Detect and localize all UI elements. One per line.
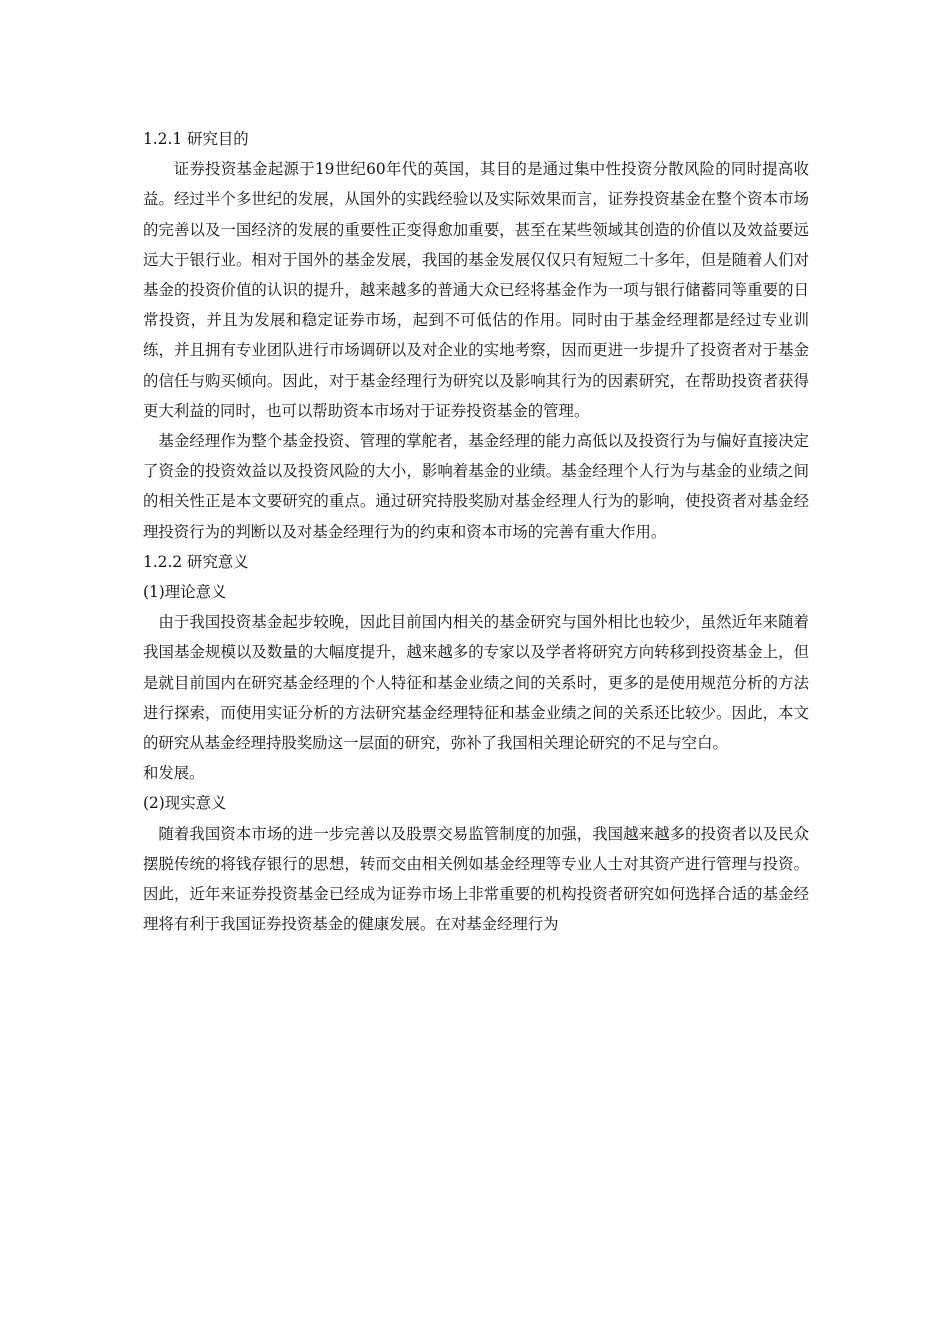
section-heading-research-significance: 1.2.2 研究意义 [143,552,249,571]
paragraph-fund-origin: 证券投资基金起源于19世纪60年代的英国，其目的是通过集中性投资分散风险的同时提高收益。经过半个多世纪的发展，从国外的实践经验以及实际效果而言，证券投资基金在整个资本市场的完善以及一国经济的发展的重要性正变得愈加重要，甚至在某些领域其创造的价值以及效益要远远大于银行业。相对于国外的基金发展，我国的基金发展仅仅只有短短二十多年，但是随着人们对基金的投资价值的认识的提升，越来越多的普通大众已经将基金作为一项与银行储蓄同等重要的日常投资，并且为发展和稳定证券市场，起到不可低估的作用。同时由于基金经理都是经过专业训练，并且拥有专业团队进行市场调研以及对企业的实地考察，因而更进一步提升了投资者对于基金的信任与购买倾向。因此，对于基金经理行为研究以及影响其行为的因素研究，在帮助投资者获得更大利益的同时，也可以帮助资本市场对于证券投资基金的管理。 [143,160,809,420]
paragraph-theoretical-significance: 由于我国投资基金起步较晚，因此目前国内相关的基金研究与国外相比也较少，虽然近年来随着我国基金规模以及数量的大幅度提升，越来越多的专家以及学者将研究方向转移到投资基金上，但是就目前国内在研究基金经理的个人特征和基金业绩之间的关系时，更多的是使用规范分析的方法进行探索，而使用实证分析的方法研究基金经理特征和基金业绩之间的关系还比较少。因此，本文的研究从基金经理持股奖励这一层面的研究，弥补了我国相关理论研究的不足与空白。 [143,613,809,753]
stray-text-line: 和发展。 [143,764,205,783]
document-body [143,124,809,939]
section-heading-research-purpose: 1.2.1 研究目的 [143,130,249,148]
subheading-practical-significance: (2)现实意义 [143,794,227,813]
paragraph-practical-significance: 随着我国资本市场的进一步完善以及股票交易监管制度的加强，我国越来越多的投资者以及民众摆脱传统的将钱存银行的思想，转而交由相关例如基金经理等专业人士对其资产进行管理与投资。因此，近年来证券投资基金已经成为证券市场上非常重要的机构投资者研究如何选择合适的基金经理将有利于我国证券投资基金的健康发展。在对基金经理行为 [143,824,809,934]
paragraph-fund-manager-role: 基金经理作为整个基金投资、管理的掌舵者，基金经理的能力高低以及投资行为与偏好直接决定了资金的投资效益以及投资风险的大小，影响着基金的业绩。基金经理个人行为与基金的业绩之间的相关性正是本文要研究的重点。通过研究持股奖励对基金经理人行为的影响，使投资者对基金经理投资行为的判断以及对基金经理行为的约束和资本市场的完善有重大作用。 [143,432,809,541]
subheading-theoretical-significance: (1)理论意义 [143,583,227,602]
